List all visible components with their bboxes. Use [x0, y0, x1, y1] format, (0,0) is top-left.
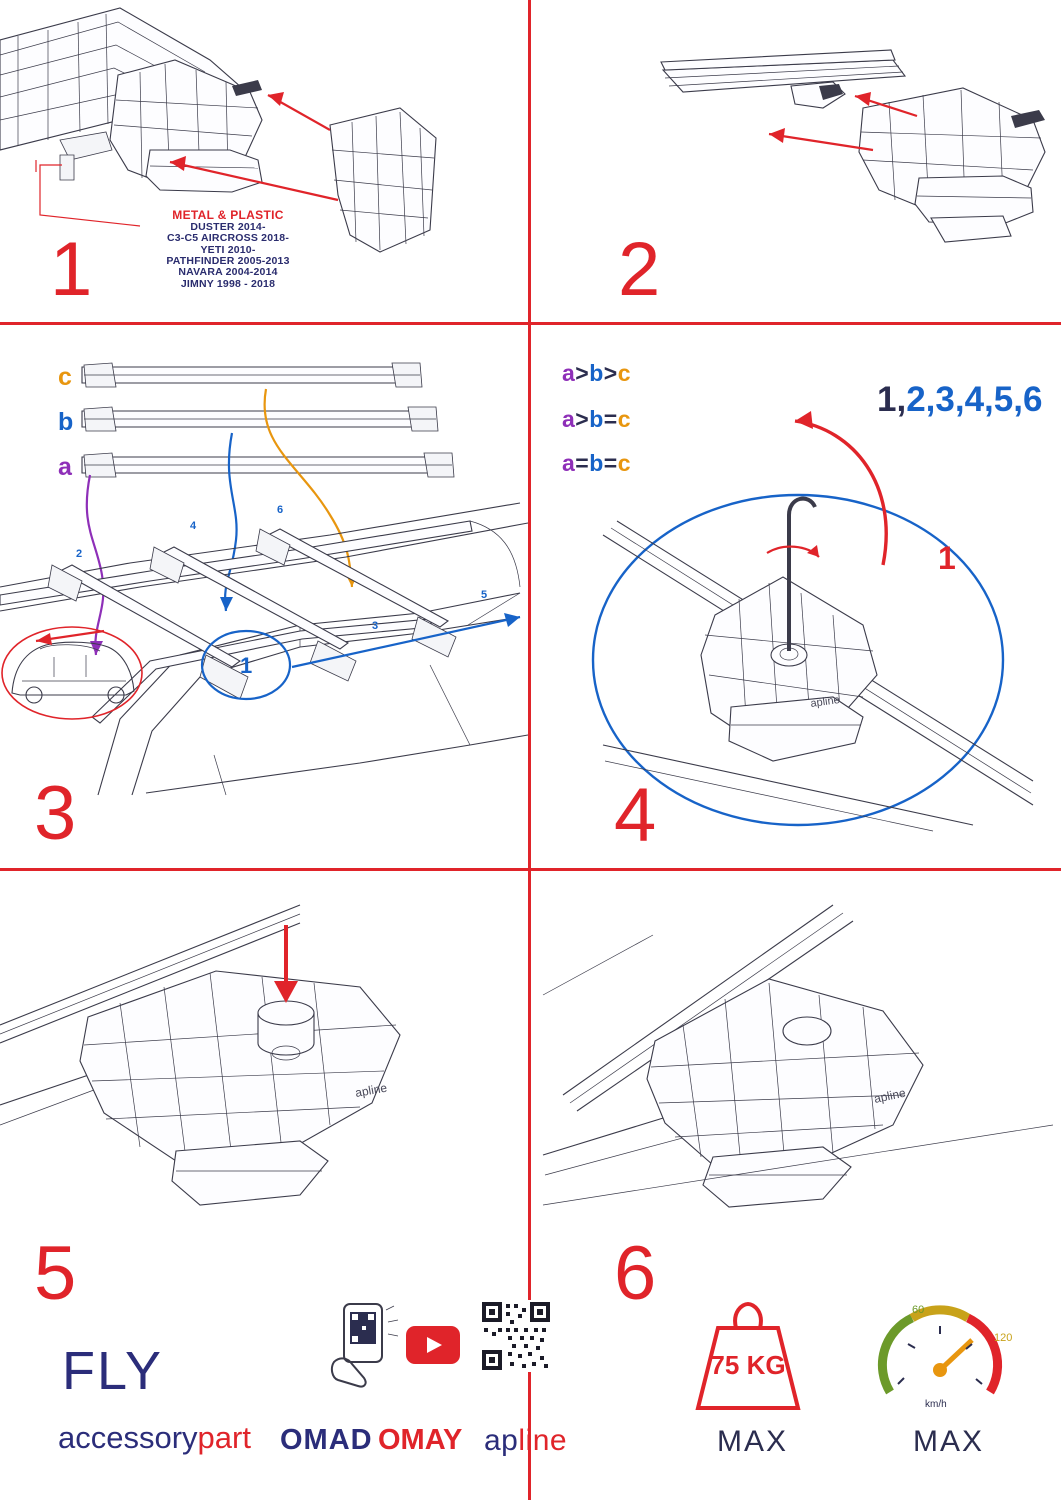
- svg-text:apline: apline: [354, 1080, 389, 1100]
- brand-fly: FLY: [62, 1341, 164, 1401]
- brand-apline-line: line: [518, 1424, 568, 1457]
- divider-col-row2: [528, 322, 531, 868]
- divider-col-row3: [528, 868, 531, 1500]
- vehicle-item: C3-C5 AIRCROSS 2018-: [166, 232, 290, 245]
- step4-sequence: [877, 380, 1042, 420]
- qr-code-icon[interactable]: [480, 1300, 552, 1372]
- speed-limit-icon: [876, 1292, 1004, 1416]
- vehicle-item: NAVARA 2004-2014: [178, 266, 278, 279]
- bar-label-c: c: [58, 363, 72, 391]
- callout-4: 4: [190, 520, 197, 532]
- step1-metal-plastic-block: [120, 208, 336, 290]
- step6-illustration: [533, 875, 1061, 1255]
- speed-tick-120: 120: [994, 1332, 1013, 1344]
- step-number-5: 5: [34, 1231, 77, 1316]
- svg-text:apline: apline: [872, 1085, 907, 1106]
- step-number-4: 4: [614, 773, 657, 858]
- step5-illustration: [0, 875, 528, 1255]
- weight-max-label: MAX: [717, 1425, 789, 1458]
- youtube-icon[interactable]: [406, 1326, 460, 1364]
- sequence-first: 1,: [877, 380, 907, 419]
- vehicle-item: JIMNY 1998 - 2018: [180, 277, 276, 290]
- brand-accessorypart: [58, 1420, 251, 1456]
- brand-omay: OMAY: [378, 1424, 463, 1456]
- equation-row-2: a>b=c: [562, 406, 632, 432]
- brand-omad: OMAD: [280, 1424, 373, 1456]
- bar-label-a: a: [58, 453, 72, 481]
- vehicle-item: DUSTER 2014-: [190, 221, 266, 233]
- step3-circle-label: 1: [240, 653, 253, 678]
- brand-part: part: [197, 1420, 251, 1455]
- equation-row-1: a>b>c: [562, 360, 632, 386]
- divider-col-row1: [528, 0, 531, 322]
- step-number-1: 1: [50, 227, 93, 312]
- vehicle-item: PATHFINDER 2005-2013: [166, 254, 290, 267]
- equation-row-3: a=b=c: [562, 450, 632, 476]
- step1-heading: METAL & PLASTIC: [172, 208, 284, 222]
- sequence-rest: 2,3,4,5,6: [906, 380, 1043, 419]
- step-number-2: 2: [618, 227, 661, 312]
- step4-circle-label: 1: [938, 540, 956, 576]
- brand-apline: [484, 1424, 567, 1458]
- speed-unit-label: km/h: [925, 1399, 947, 1410]
- weight-value: 75 KG: [710, 1350, 786, 1380]
- step-number-3: 3: [34, 771, 77, 856]
- callout-6: 6: [277, 504, 284, 516]
- svg-text:apline: apline: [809, 694, 841, 710]
- brand-apline-ap: ap: [484, 1424, 519, 1457]
- step3-illustration: [0, 325, 528, 871]
- callout-5: 5: [481, 589, 488, 601]
- callout-3: 3: [372, 620, 379, 632]
- bar-label-b: b: [58, 408, 74, 436]
- brand-accessory: accessory: [58, 1420, 198, 1455]
- phone-scan-icon: [330, 1300, 400, 1390]
- step2-illustration: [533, 0, 1061, 322]
- speed-max-label: MAX: [913, 1425, 985, 1458]
- vehicle-item: YETI 2010-: [200, 243, 256, 256]
- step-number-6: 6: [614, 1231, 657, 1316]
- speed-tick-60: 60: [912, 1304, 925, 1316]
- callout-2: 2: [76, 548, 83, 560]
